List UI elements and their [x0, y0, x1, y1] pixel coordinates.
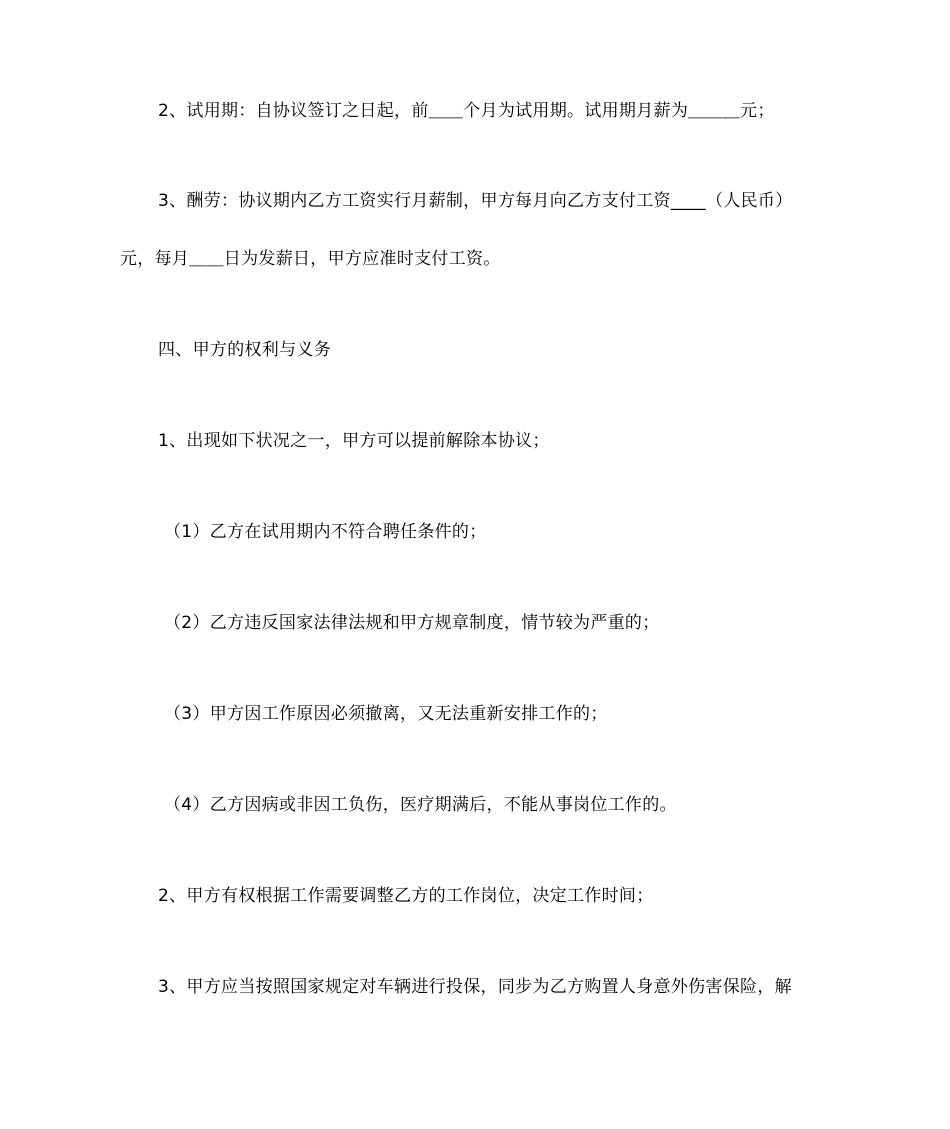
clause-early-termination: 1、出现如下状况之一，甲方可以提前解除本协议； — [158, 431, 550, 451]
clause-insurance: 3、甲方应当按照国家规定对车辆进行投保，同步为乙方购置人身意外伤害保险，解 — [158, 977, 792, 997]
termination-case-1: （1）乙方在试用期内不符合聘任条件的； — [164, 522, 487, 542]
clause-probation-period: 2、试用期：自协议签订之日起，前＿＿个月为试用期。试用期月薪为＿＿＿元； — [158, 101, 775, 121]
clause-job-adjustment: 2、甲方有权根据工作需要调整乙方的工作岗位，决定工作时间； — [158, 886, 654, 906]
termination-case-2: （2）乙方违反国家法律法规和甲方规章制度，情节较为严重的； — [164, 613, 660, 633]
section-heading-party-a-rights: 四、甲方的权利与义务 — [158, 340, 331, 360]
termination-case-4: （4）乙方因病或非因工负伤，医疗期满后，不能从事岗位工作的。 — [164, 795, 677, 815]
termination-case-3: （3）甲方因工作原因必须撤离，又无法重新安排工作的； — [164, 704, 608, 724]
clause-remuneration-continued: 元，每月＿＿日为发薪日，甲方应准时支付工资。 — [120, 249, 501, 269]
clause-remuneration: 3、酬劳：协议期内乙方工资实行月薪制，甲方每月向乙方支付工资____（人民币） — [158, 191, 793, 211]
